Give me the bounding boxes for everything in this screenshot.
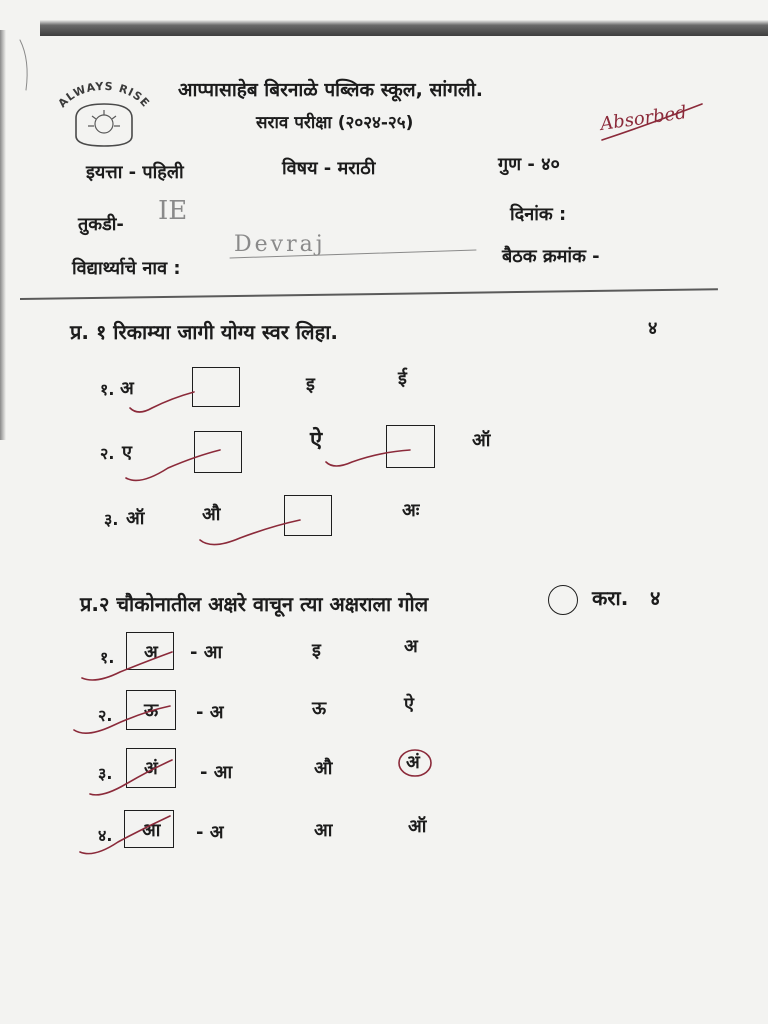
seat-number-label: बैठक क्रमांक - xyxy=(502,246,600,267)
q1-row2-letter-a: ए xyxy=(122,442,132,463)
teacher-signature: Absorbed xyxy=(598,102,688,135)
q2-row4-option-2[interactable]: आ xyxy=(314,820,333,841)
q2-row1-option-3[interactable]: अ xyxy=(404,636,418,657)
q1-row1-number: १. xyxy=(100,380,115,399)
q1-row3-letter-b: औ xyxy=(202,504,221,525)
q2-row4-number: ४. xyxy=(98,826,113,845)
student-circle-mark xyxy=(399,750,431,776)
marks-label: गुण - ४० xyxy=(498,154,560,175)
q2-marks: ४ xyxy=(650,586,661,610)
teacher-tick-mark xyxy=(200,520,300,545)
q1-row2-number: २. xyxy=(100,444,115,463)
exam-name: सराव परीक्षा (२०२४-२५) xyxy=(256,113,414,133)
date-label: दिनांक : xyxy=(510,204,567,225)
q1-row3-number: ३. xyxy=(104,510,119,529)
division-value: IE xyxy=(158,196,188,226)
q2-title-end: करा. xyxy=(592,586,629,610)
q1-row1-letter-b: इ xyxy=(306,374,315,395)
class-label: इयत्ता - पहिली xyxy=(86,162,184,183)
teacher-tick-mark xyxy=(126,450,220,480)
subject-label: विषय - मराठी xyxy=(282,158,376,179)
logo-text: ALWAYS RISE xyxy=(55,79,153,111)
q1-row1-letter-c: ई xyxy=(398,368,407,389)
teacher-tick-mark xyxy=(90,760,172,795)
q1-row2-letter-c: ऑ xyxy=(472,430,491,451)
q2-row1-option-2[interactable]: इ xyxy=(312,640,321,661)
q1-row2-letter-b: ऐ xyxy=(310,428,323,453)
q2-row2-number: २. xyxy=(98,706,113,725)
q2-row4-option-3[interactable]: ऑ xyxy=(408,816,427,837)
q1-marks: ४ xyxy=(648,318,658,339)
student-name-value: Devraj xyxy=(234,232,326,257)
q2-row2-option-2[interactable]: ऊ xyxy=(312,698,327,719)
teacher-tick-mark xyxy=(326,450,410,466)
teacher-tick-mark xyxy=(130,392,194,412)
teacher-tick-mark xyxy=(82,652,172,680)
q2-row3-option-2[interactable]: औ xyxy=(314,758,333,779)
q2-row1-boxed-text: अ xyxy=(144,642,158,663)
q2-row2-option-1: - अ xyxy=(196,702,224,723)
q2-row4-boxed-text: आ xyxy=(142,820,161,841)
q2-row2-boxed-text: ऊ xyxy=(144,700,159,721)
q1-row1-letter-a: अ xyxy=(120,378,134,399)
pencil-mark xyxy=(20,40,27,90)
pencil-underline xyxy=(230,250,476,258)
signature-underline xyxy=(602,104,702,140)
q2-row3-boxed-text: अं xyxy=(144,758,158,779)
q1-row3-letter-c: अः xyxy=(402,500,420,521)
q2-row3-option-1: - आ xyxy=(200,762,233,783)
q2-row1-number: १. xyxy=(100,648,115,667)
teacher-tick-mark xyxy=(74,706,170,733)
teacher-tick-mark xyxy=(80,816,170,854)
q2-row1-option-1: - आ xyxy=(190,642,223,663)
q2-row3-number: ३. xyxy=(98,764,113,783)
q1-row3-letter-a: ऑ xyxy=(126,508,145,529)
school-name: आप्पासाहेब बिरनाळे पब्लिक स्कूल, सांगली. xyxy=(178,79,483,101)
q2-title: प्र.२ चौकोनातील अक्षरे वाचून त्या अक्षराला गोल xyxy=(80,592,429,616)
q2-row3-option-3[interactable]: अं xyxy=(406,752,420,773)
q2-row4-option-1: - अ xyxy=(196,822,224,843)
q1-title: प्र. १ रिकाम्या जागी योग्य स्वर लिहा. xyxy=(70,320,339,344)
division-label: तुकडी- xyxy=(78,214,124,235)
student-name-label: विद्यार्थ्याचे नाव : xyxy=(72,258,181,279)
q2-row2-option-3[interactable]: ऐ xyxy=(404,694,414,715)
